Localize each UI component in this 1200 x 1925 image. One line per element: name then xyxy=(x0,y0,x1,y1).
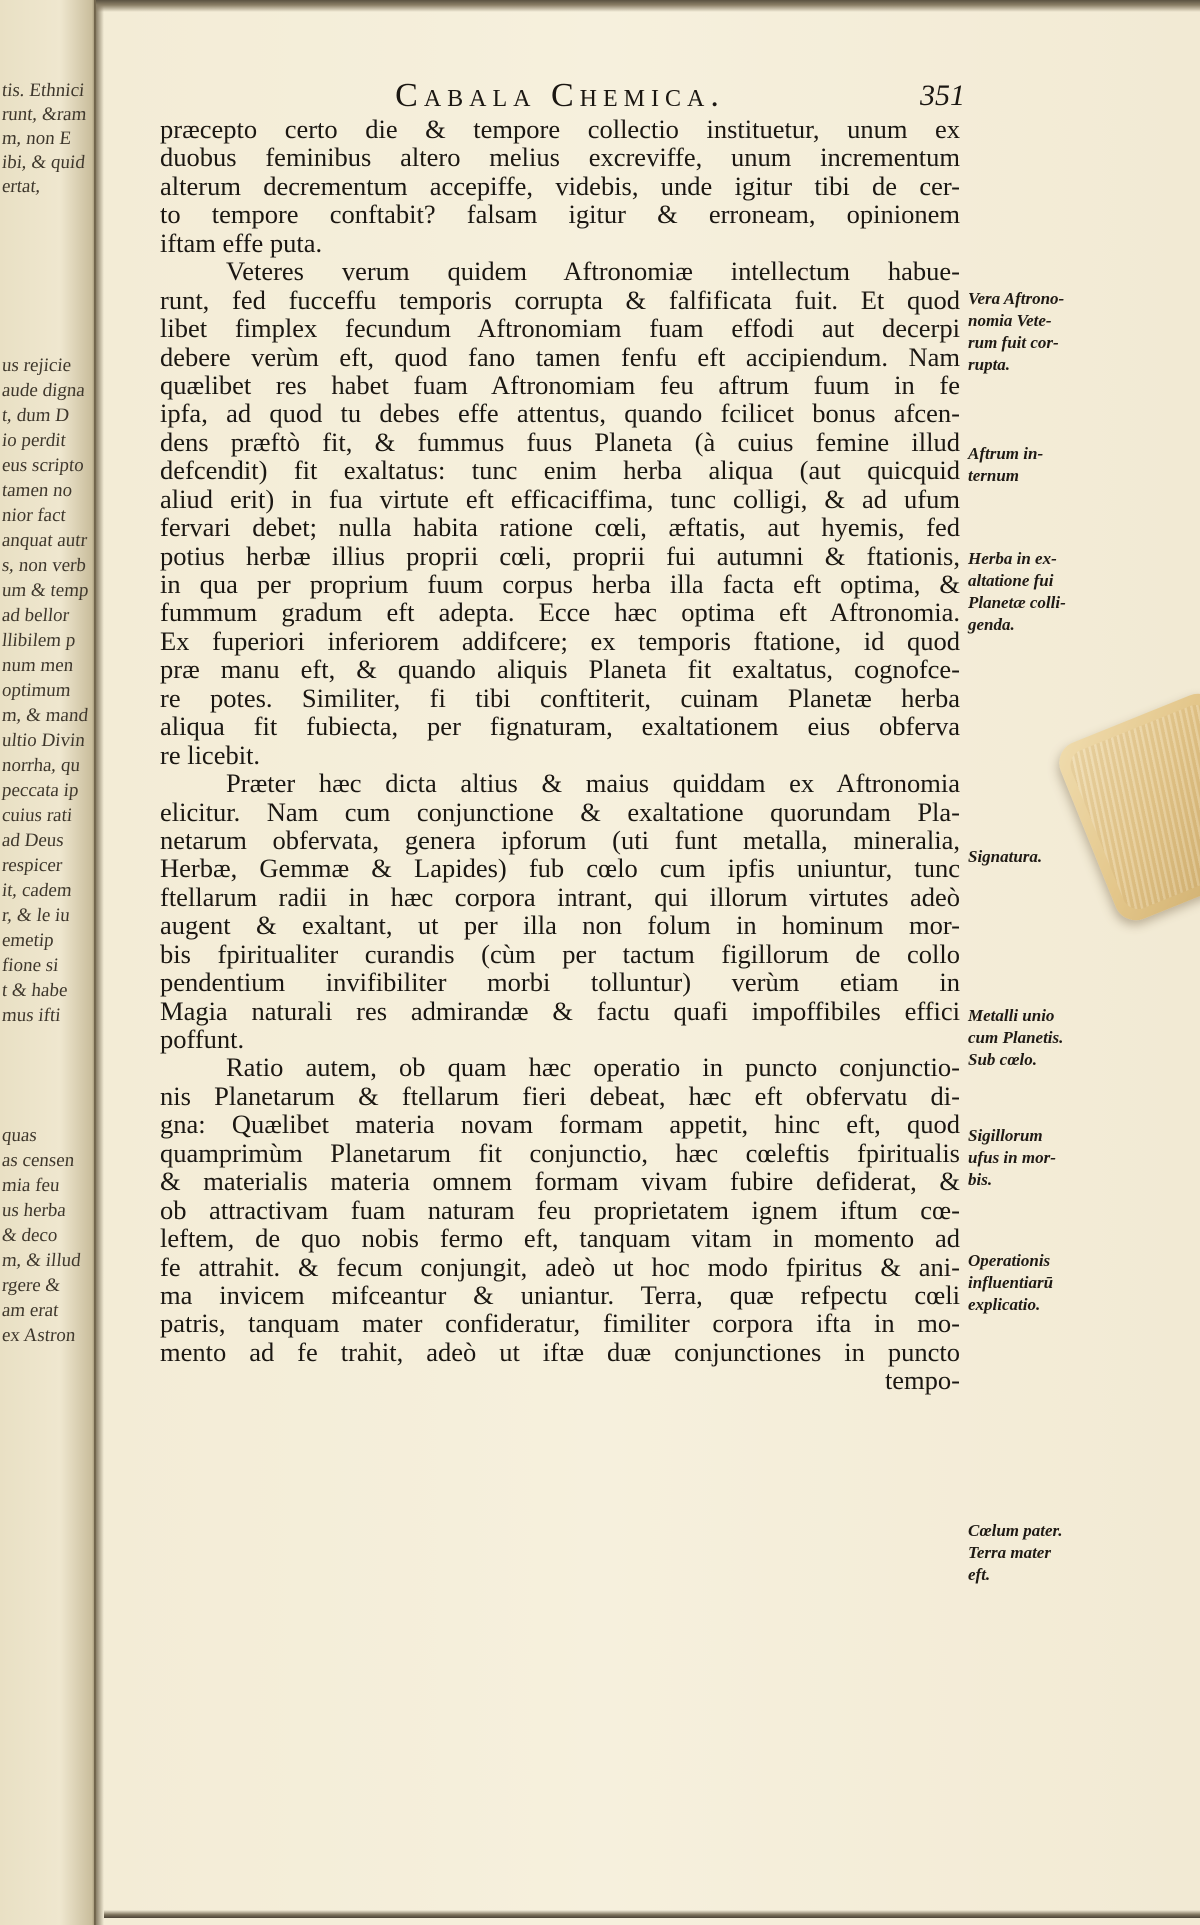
previous-page-fragment: eus scripto xyxy=(0,455,85,476)
text-line: re licebit. xyxy=(160,739,261,770)
text-line: dens præftò fit, & fummus fuus Planeta (à cuius femine illud xyxy=(160,426,960,457)
previous-page-fragment: io perdit xyxy=(0,430,68,451)
margin-note-line: nomia Vete- xyxy=(968,311,1052,330)
text-line: bis fpiritualiter curandis (cùm per tactum figillorum de collo xyxy=(160,938,960,969)
text-line: fummum gradum eft adepta. Ecce hæc optima eft Aftronomia. xyxy=(160,597,960,628)
text-line: libet fimplex fecundum Aftronomiam fuam effodi aut decerpi xyxy=(160,313,960,344)
text-line: duobus feminibus altero melius excreviffe, unum incrementum xyxy=(160,142,960,173)
margin-note-line: Herba in ex- xyxy=(968,549,1057,568)
previous-page-fragment: am erat xyxy=(0,1300,60,1321)
text-line: Præter hæc dicta altius & maius quiddam ex Aftronomia xyxy=(226,768,960,799)
previous-page-fragment: ex Astron xyxy=(0,1325,77,1346)
text-line: runt, fed fucceffu temporis corrupta & falfificata fuit. Et quod xyxy=(160,284,960,315)
text-line: Ex fuperiori inferiorem addifcere; ex temporis ftatione, id quod xyxy=(160,625,960,656)
previous-page-fragment: ad bellor xyxy=(0,605,71,626)
wooden-page-holder xyxy=(1053,687,1200,927)
text-line: elicitur. Nam cum conjunctione & exaltatione quorundam Pla- xyxy=(160,796,960,827)
previous-page-fragment: it, cadem xyxy=(0,880,73,901)
text-line: ftellarum radii in hæc corpora intrant, qui illorum virtutes adeò xyxy=(160,881,960,912)
text-line: quælibet res habet fuam Aftronomiam feu aftrum fuum in fe xyxy=(160,369,960,400)
text-line: aliud erit) in fua virtute eft efficaciffima, tunc colligi, & ad ufum xyxy=(160,483,960,514)
previous-page-fragment: quas xyxy=(0,1125,38,1146)
margin-note-metalli-unio xyxy=(968,1005,1120,1071)
text-line: gna: Quælibet materia novam formam appetit, hinc eft, quod xyxy=(160,1109,960,1140)
text-line: nis Planetarum & ftellarum fieri debeat, hæc eft obfervatu di- xyxy=(160,1080,960,1111)
previous-page-fragment: us herba xyxy=(0,1200,67,1221)
margin-note-line: Vera Aftrono- xyxy=(968,289,1065,308)
margin-note-line: cum Planetis. xyxy=(968,1028,1064,1047)
text-line: ob attractivam fuam naturam feu proprietatem ignem iftum cœ- xyxy=(160,1194,960,1225)
margin-note-line: genda. xyxy=(968,615,1015,634)
margin-note-line: Signatura. xyxy=(968,847,1043,866)
previous-page-fragment: rgere & xyxy=(0,1275,62,1296)
previous-page-fragment: fione si xyxy=(0,955,60,976)
text-line: augent & exaltant, ut per illa non folum in hominum mor- xyxy=(160,910,960,941)
text-line: præ manu eft, & quando aliquis Planeta fit exaltatus, cognofce- xyxy=(160,654,960,685)
previous-page-fragment: norrha, qu xyxy=(0,755,82,776)
text-line: to tempore conftabit? falsam igitur & erroneam, opinionem xyxy=(160,199,960,230)
margin-note-line: explicatio. xyxy=(968,1295,1041,1314)
margin-note-line: Cœlum pater. xyxy=(968,1521,1063,1540)
previous-page-fragment: s, non verb xyxy=(0,555,88,576)
margin-note-line: bis. xyxy=(968,1170,993,1189)
previous-page-fragment: peccata ip xyxy=(0,780,80,801)
text-line: poffunt. xyxy=(160,1024,245,1054)
running-head-title: Cabala Chemica. xyxy=(395,77,725,114)
text-line: mento ad fe trahit, adeò ut iftæ duæ conjunctiones in puncto xyxy=(160,1336,960,1367)
margin-note-herba-in-exaltatione xyxy=(968,548,1120,636)
margin-note-line: Terra mater xyxy=(968,1543,1051,1562)
text-line: netarum obfervata, genera ipforum (uti funt metalla, mineralia, xyxy=(160,824,960,855)
text-line: præcepto certo die & tempore collectio instituetur, unum ex xyxy=(160,114,960,144)
text-line: Veteres verum quidem Aftronomiæ intellectum habue- xyxy=(226,256,960,287)
margin-note-line: Operationis xyxy=(968,1251,1051,1270)
text-line: potius herbæ illius proprii cœli, proprii fui autumni & ftationis, xyxy=(160,540,960,571)
text-line: aliqua fit fubiecta, per fignaturam, exaltationem eius obferva xyxy=(160,711,960,742)
margin-note-sigillorum-usus xyxy=(968,1125,1120,1191)
previous-page-fragment: tamen no xyxy=(0,480,74,501)
text-line: quamprimùm Planetarum fit conjunctio, hæc cœleftis fpiritualis xyxy=(160,1137,960,1168)
margin-note-line: Aftrum in- xyxy=(968,444,1044,463)
margin-note-caelum-pater xyxy=(968,1520,1120,1586)
previous-page-fragment: ertat, xyxy=(0,176,42,197)
margin-note-line: Metalli unio xyxy=(968,1006,1055,1025)
margin-note-astrum-internum xyxy=(968,443,1120,487)
margin-note-line: rum fuit cor- xyxy=(968,333,1059,352)
margin-note-line: altatione fui xyxy=(968,571,1054,590)
text-line: Herbæ, Gemmæ & Lapides) fub cœlo cum ipfis uniuntur, tunc xyxy=(160,853,960,884)
text-line: iftam effe puta. xyxy=(160,227,323,258)
previous-page-fragment: m, non E xyxy=(0,128,73,149)
text-line: defcendit) fit exaltatus: tunc enim herba aliqua (aut quicquid xyxy=(160,455,960,486)
text-line: tempo- xyxy=(884,1365,960,1396)
previous-page-fragment: us rejicie xyxy=(0,355,73,376)
previous-page-fragment: respicer xyxy=(0,855,64,876)
margin-note-line: rupta. xyxy=(968,355,1011,374)
text-line: fe attrahit. & fecum conjungit, adeò ut hoc modo fpiritus & ani- xyxy=(160,1251,960,1282)
margin-note-line: influentiarū xyxy=(968,1273,1054,1292)
text-line: fervari debet; nulla habita ratione cœli, æftatis, aut hyemis, fed xyxy=(160,512,960,543)
previous-page-fragment: mus ifti xyxy=(0,1005,62,1026)
bottom-edge-rule xyxy=(104,1910,1200,1918)
previous-page-fragment: t, dum D xyxy=(0,405,71,426)
margin-note-operationis xyxy=(968,1250,1120,1316)
previous-page-fragment: ultio Divin xyxy=(0,730,87,751)
text-line: in qua per proprium fuum corpus herba illa facta eft optima, & xyxy=(160,569,960,599)
previous-page-edge xyxy=(0,0,96,1925)
previous-page-fragment: num men xyxy=(0,655,75,676)
text-line: debere verùm eft, quod fano tamen fenfu eft accipiendum. Nam xyxy=(160,341,960,372)
text-line: ma invicem mifceantur & uniantur. Terra, quæ refpectu cœli xyxy=(160,1279,960,1310)
previous-page-fragment: tis. Ethnici xyxy=(0,80,86,101)
text-line: Ratio autem, ob quam hæc operatio in puncto conjunctio- xyxy=(226,1052,960,1083)
text-line: & materialis materia omnem formam vivam fubire defiderat, & xyxy=(160,1166,960,1197)
previous-page-fragment: r, & le iu xyxy=(0,905,71,926)
text-line: leftem, de quo nobis fermo eft, tanquam vitam in momento ad xyxy=(160,1223,960,1254)
page-number: 351 xyxy=(920,79,965,112)
previous-page-fragment: & deco xyxy=(0,1225,59,1246)
running-head xyxy=(160,74,965,118)
gutter-shadow xyxy=(94,0,104,1925)
previous-page-fragment: llibilem p xyxy=(0,630,77,651)
previous-page-fragment: t & habe xyxy=(0,980,69,1001)
previous-page-fragment: aude digna xyxy=(0,380,86,401)
margin-note-line: ufus in mor- xyxy=(968,1148,1056,1167)
previous-page-fragment: m, & mand xyxy=(0,705,90,726)
previous-page-fragment: as censen xyxy=(0,1150,76,1171)
text-line: Magia naturali res admirandæ & factu quafi impoffibiles effici xyxy=(160,995,960,1026)
previous-page-fragment: nior fact xyxy=(0,505,67,526)
margin-note-line: ternum xyxy=(968,466,1020,485)
previous-page-fragment: mia feu xyxy=(0,1175,61,1196)
text-line: ipfa, ad quod tu debes effe attentus, quando fcilicet bonus afcen- xyxy=(160,398,960,429)
previous-page-fragment: um & temp xyxy=(0,580,90,601)
previous-page-fragment: optimum xyxy=(0,680,72,701)
previous-page-fragment: m, & illud xyxy=(0,1250,82,1271)
top-edge-rule xyxy=(96,0,1200,12)
margin-note-line: Sub cœlo. xyxy=(968,1050,1037,1069)
previous-page-fragment: anquat autr xyxy=(0,530,89,551)
text-line: alterum decrementum accepiffe, videbis, unde igitur tibi de cer- xyxy=(160,170,960,201)
text-line: pendentium invifibiliter morbi tolluntur) verùm etiam in xyxy=(160,967,960,998)
body-text xyxy=(160,115,960,1395)
previous-page-fragment: ad Deus xyxy=(0,830,65,851)
margin-note-line: Sigillorum xyxy=(968,1126,1043,1145)
previous-page-fragment: emetip xyxy=(0,930,55,951)
text-line: re potes. Similiter, fi tibi conftiterit, cuinam Planetæ herba xyxy=(160,682,960,713)
text-line: patris, tanquam mater confideratur, fimiliter corpora ifta in mo- xyxy=(160,1308,960,1339)
previous-page-fragment: ibi, & quid xyxy=(0,152,87,173)
margin-note-line: eft. xyxy=(968,1565,991,1584)
margin-note-line: Planetæ colli- xyxy=(968,593,1066,612)
previous-page-fragment: cuius rati xyxy=(0,805,74,826)
margin-note-vera-astronomia xyxy=(968,288,1120,376)
previous-page-fragment: runt, &ram xyxy=(0,104,88,125)
